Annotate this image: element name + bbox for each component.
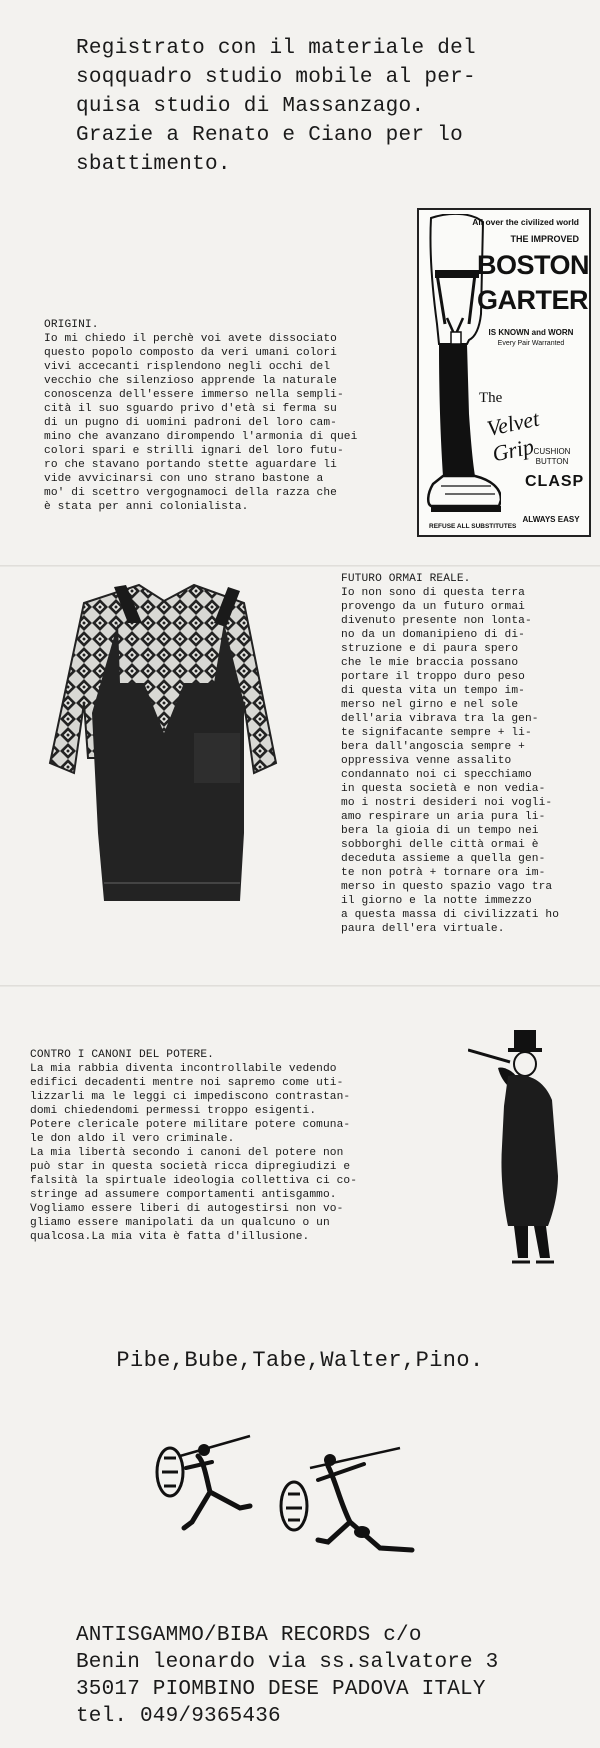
ad-the: The <box>479 390 503 406</box>
ad-cushion: CUSHION BUTTON <box>533 447 571 466</box>
ad-boston: BOSTON <box>477 250 590 280</box>
ad-known: IS KNOWN and WORN <box>488 328 574 337</box>
origini-title: ORIGINI. <box>44 319 99 331</box>
tribal-figures-illustration <box>0 1432 600 1582</box>
boston-garter-ad <box>417 208 591 537</box>
ad-garter: GARTER <box>477 285 588 315</box>
futuro-body: Io non sono di questa terra provengo da un futuro ormai divenuto presente non lonta- no da un domanipieno di di- struzione e di paura spero che le mie braccia possano portare il troppo duro peso di questa vita un tempo im- merso nel girno e nel sole dell'aria vibrava tra la gen- te signifacante sempre + li- bera dall'angoscia sempre + oppressiva venne assalito condannato noi ci specchiamo in questa società e non vedia- mo i nostri desideri noi vogli- amo respirare un aria pura li- bera la gioia di un tempo nei sobborghi delle città ormai è deceduta assieme a quella gen- te non potrà + tornare ora im- merso in questo spazio vago tra il giorno e la notte immezzo a questa massa di civilizzati ho paura dell'era virtuale. <box>341 587 560 935</box>
man-with-rifle-illustration <box>468 1026 578 1266</box>
canoni-title: CONTRO I CANONI DEL POTERE. <box>30 1049 214 1061</box>
header-text: Registrato con il materiale del soqquadro studio mobile al per- quisa studio di Massanzago. Grazie a Renato e Ciano per lo sbattimento. <box>76 37 476 176</box>
ad-improved: THE IMPROVED <box>510 234 579 244</box>
contact-address: ANTISGAMMO/BIBA RECORDS c/o Benin leonardo via ss.salvatore 3 35017 PIOMBINO DESE PADOVA ITALY tel. 049/9365436 <box>76 1624 499 1728</box>
ad-every: Every Pair Warranted <box>497 340 565 347</box>
futuro-section <box>341 558 597 936</box>
canoni-section <box>30 1034 400 1244</box>
ad-always: ALWAYS EASY <box>522 515 580 524</box>
ad-velvet-grip: Velvet Grip <box>484 405 542 467</box>
band-names: Pibe,Bube,Tabe,Walter,Pino. <box>116 1348 484 1373</box>
ad-tagline: All over the civilized world <box>472 217 579 227</box>
origini-section <box>44 304 389 514</box>
ad-refuse: REFUSE ALL SUBSTITUTES <box>429 523 517 530</box>
canoni-body: La mia rabbia diventa incontrollabile vedendo edifici decadenti mentre noi sapremo come uti- lizzarli ma le leggi ci impediscono contrastan- domi chiedendomi permessi troppo esigenti. Potere clericale potere militare potere comuna- le don aldo il vero criminale. La mia libertà secondo i canoni del potere non può star in questa società ricca dipregiudizi e falsità la spirtuale ideologia collettiva ci co- stringe ad assumere comportamenti antisgammo. Vogliamo essere liberi di autogestirsi non vo- gliamo essere manipolati da un qualcuno o un qualcosa.La mia vita è fatta d'illusione. <box>30 1063 358 1243</box>
fold-line <box>0 985 600 987</box>
origini-body: Io mi chiedo il perchè voi avete dissociato questo popolo composto da veri umani colori vivi accecanti risplendono negli occhi del vecchio che silenzioso apprende la naturale conoscenza dell'essere immerso nella sempli- cità il suo sguardo privo d'età si ferma su di un pugno di uomini padroni del loro cam- mino che avanzano dirompendo l'armonia di quei colori spari e strilli ignari del loro futu- ro che stavano portando stette aguardare li vide avvicinarsi con uno strano bastone a mo' di scettro vergognamoci della razza che è stata per anni colonialista. <box>44 333 358 513</box>
ad-clasp: CLASP <box>525 473 585 490</box>
overalls-jacket-image <box>44 583 284 913</box>
futuro-title: FUTURO ORMAI REALE. <box>341 573 471 585</box>
